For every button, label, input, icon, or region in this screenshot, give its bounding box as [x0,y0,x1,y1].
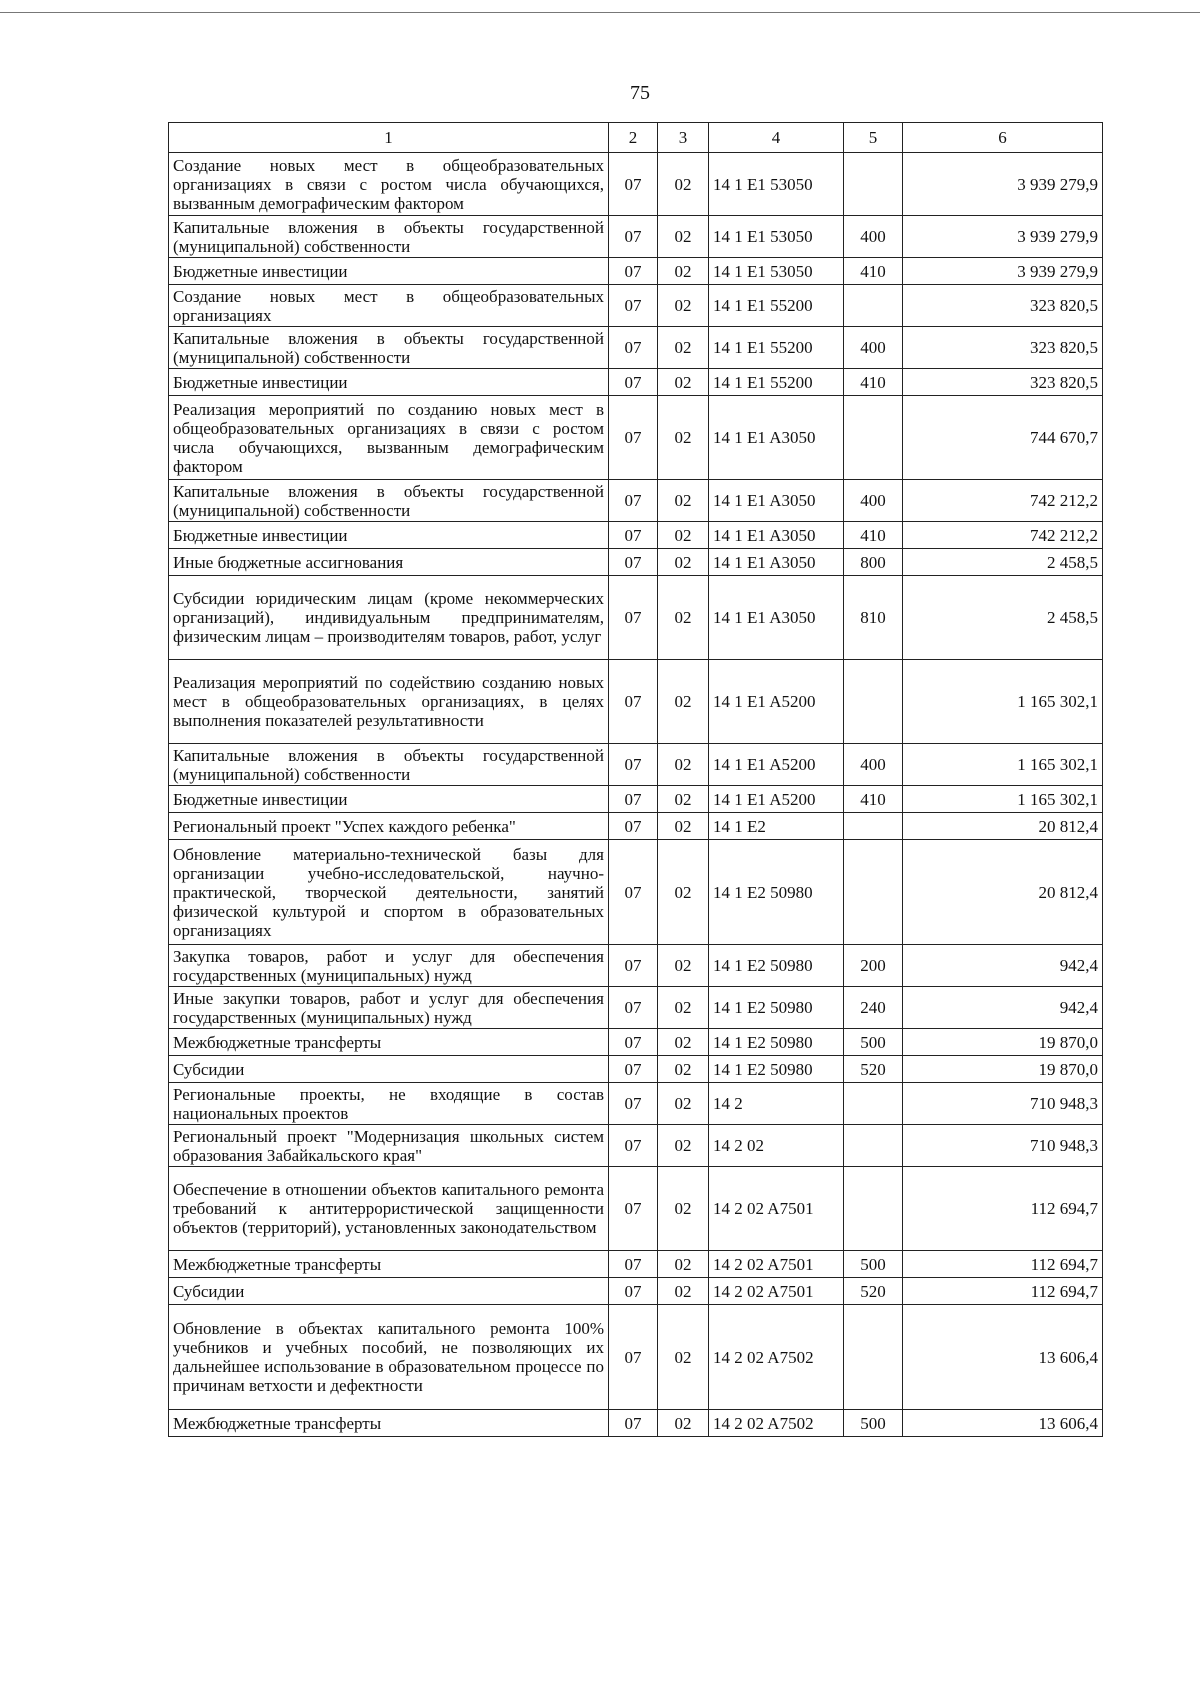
target-article-cell: 14 2 02 [709,1125,844,1167]
top-rule [0,12,1200,13]
expense-type-cell [844,813,903,840]
expense-type-cell: 500 [844,1251,903,1278]
row-name-cell: Создание новых мест в общеобразовательных организациях [169,285,609,327]
target-article-cell: 14 1 E1 53050 [709,258,844,285]
amount-cell: 112 694,7 [903,1167,1103,1251]
target-article-cell: 14 2 [709,1083,844,1125]
row-name-cell: Обновление материально-технической базы для организации учебно-исследовательской, научно-практической, творческой деятельности, занятий физической культурой и спортом в образовательных организациях [169,840,609,945]
row-name-cell: Бюджетные инвестиции [169,369,609,396]
target-article-cell: 14 1 E1 A5200 [709,744,844,786]
target-article-cell: 14 1 E1 A3050 [709,396,844,480]
section-code-cell: 07 [609,1251,658,1278]
target-article-cell: 14 1 E1 53050 [709,153,844,216]
expense-type-cell: 520 [844,1056,903,1083]
expense-type-cell [844,285,903,327]
budget-table [168,122,1103,1437]
amount-cell: 323 820,5 [903,285,1103,327]
table-row [169,1056,1103,1083]
amount-cell: 942,4 [903,987,1103,1029]
row-name-cell: Капитальные вложения в объекты государственной (муниципальной) собственности [169,327,609,369]
row-name-cell: Бюджетные инвестиции [169,258,609,285]
expense-type-cell [844,1167,903,1251]
column-header: 5 [844,123,903,153]
table-row [169,786,1103,813]
table-row [169,1083,1103,1125]
section-code-cell: 07 [609,153,658,216]
amount-cell: 3 939 279,9 [903,153,1103,216]
row-name-cell: Иные закупки товаров, работ и услуг для обеспечения государственных (муниципальных) нужд [169,987,609,1029]
table-row [169,945,1103,987]
expense-type-cell [844,1305,903,1410]
amount-cell: 20 812,4 [903,840,1103,945]
expense-type-cell: 200 [844,945,903,987]
table-row [169,522,1103,549]
subsection-code-cell: 02 [658,1251,709,1278]
expense-type-cell: 410 [844,369,903,396]
expense-type-cell: 410 [844,258,903,285]
subsection-code-cell: 02 [658,369,709,396]
subsection-code-cell: 02 [658,660,709,744]
subsection-code-cell: 02 [658,813,709,840]
expense-type-cell [844,1125,903,1167]
amount-cell: 942,4 [903,945,1103,987]
subsection-code-cell: 02 [658,1125,709,1167]
target-article-cell: 14 1 E1 A3050 [709,576,844,660]
amount-cell: 1 165 302,1 [903,744,1103,786]
amount-cell: 1 165 302,1 [903,786,1103,813]
row-name-cell: Субсидии [169,1056,609,1083]
row-name-cell: Региональный проект "Успех каждого ребенка" [169,813,609,840]
table-row [169,987,1103,1029]
row-name-cell: Капитальные вложения в объекты государственной (муниципальной) собственности [169,480,609,522]
table-row [169,1125,1103,1167]
expense-type-cell: 500 [844,1410,903,1437]
subsection-code-cell: 02 [658,786,709,813]
row-name-cell: Создание новых мест в общеобразовательных организациях в связи с ростом числа обучающихся, вызванным демографическим фактором [169,153,609,216]
amount-cell: 2 458,5 [903,576,1103,660]
target-article-cell: 14 1 E2 50980 [709,987,844,1029]
column-header: 3 [658,123,709,153]
target-article-cell: 14 2 02 A7501 [709,1167,844,1251]
section-code-cell: 07 [609,285,658,327]
table-row [169,1278,1103,1305]
subsection-code-cell: 02 [658,1083,709,1125]
table-row [169,396,1103,480]
row-name-cell: Реализация мероприятий по созданию новых мест в общеобразовательных организациях в связи с ростом числа обучающихся, вызванным демографическим фактором [169,396,609,480]
amount-cell: 19 870,0 [903,1056,1103,1083]
target-article-cell: 14 1 E2 50980 [709,840,844,945]
amount-cell: 323 820,5 [903,369,1103,396]
section-code-cell: 07 [609,480,658,522]
amount-cell: 19 870,0 [903,1029,1103,1056]
subsection-code-cell: 02 [658,744,709,786]
table-row [169,813,1103,840]
section-code-cell: 07 [609,744,658,786]
column-header: 6 [903,123,1103,153]
expense-type-cell: 800 [844,549,903,576]
table-row [169,327,1103,369]
table-row [169,1410,1103,1437]
table-row [169,1167,1103,1251]
section-code-cell: 07 [609,216,658,258]
target-article-cell: 14 1 E1 A5200 [709,660,844,744]
expense-type-cell: 400 [844,480,903,522]
table-row [169,840,1103,945]
expense-type-cell [844,153,903,216]
target-article-cell: 14 1 E1 A3050 [709,522,844,549]
row-name-cell: Закупка товаров, работ и услуг для обеспечения государственных (муниципальных) нужд [169,945,609,987]
table-row [169,576,1103,660]
expense-type-cell: 810 [844,576,903,660]
expense-type-cell: 400 [844,216,903,258]
subsection-code-cell: 02 [658,1029,709,1056]
table-row [169,744,1103,786]
table-row [169,258,1103,285]
row-name-cell: Капитальные вложения в объекты государственной (муниципальной) собственности [169,744,609,786]
section-code-cell: 07 [609,1305,658,1410]
row-name-cell: Межбюджетные трансферты [169,1251,609,1278]
expense-type-cell: 500 [844,1029,903,1056]
subsection-code-cell: 02 [658,522,709,549]
subsection-code-cell: 02 [658,258,709,285]
column-header: 2 [609,123,658,153]
table-row [169,1305,1103,1410]
target-article-cell: 14 1 E2 50980 [709,1056,844,1083]
section-code-cell: 07 [609,813,658,840]
amount-cell: 112 694,7 [903,1251,1103,1278]
section-code-cell: 07 [609,258,658,285]
subsection-code-cell: 02 [658,549,709,576]
subsection-code-cell: 02 [658,1305,709,1410]
section-code-cell: 07 [609,1029,658,1056]
target-article-cell: 14 1 E2 50980 [709,1029,844,1056]
table-row [169,660,1103,744]
section-code-cell: 07 [609,1410,658,1437]
amount-cell: 112 694,7 [903,1278,1103,1305]
table-row [169,549,1103,576]
expense-type-cell: 410 [844,786,903,813]
expense-type-cell [844,1083,903,1125]
subsection-code-cell: 02 [658,1278,709,1305]
expense-type-cell [844,840,903,945]
subsection-code-cell: 02 [658,216,709,258]
amount-cell: 13 606,4 [903,1410,1103,1437]
target-article-cell: 14 1 E1 55200 [709,369,844,396]
subsection-code-cell: 02 [658,987,709,1029]
expense-type-cell [844,660,903,744]
target-article-cell: 14 1 E1 A5200 [709,786,844,813]
table-row [169,480,1103,522]
section-code-cell: 07 [609,369,658,396]
target-article-cell: 14 1 E1 53050 [709,216,844,258]
subsection-code-cell: 02 [658,1167,709,1251]
subsection-code-cell: 02 [658,480,709,522]
target-article-cell: 14 1 E1 55200 [709,327,844,369]
subsection-code-cell: 02 [658,153,709,216]
target-article-cell: 14 2 02 A7501 [709,1278,844,1305]
table-row [169,1251,1103,1278]
page-number: 75 [630,82,650,104]
target-article-cell: 14 2 02 A7502 [709,1305,844,1410]
subsection-code-cell: 02 [658,1056,709,1083]
subsection-code-cell: 02 [658,396,709,480]
subsection-code-cell: 02 [658,327,709,369]
expense-type-cell: 400 [844,327,903,369]
target-article-cell: 14 2 02 A7502 [709,1410,844,1437]
section-code-cell: 07 [609,576,658,660]
table-row [169,285,1103,327]
section-code-cell: 07 [609,1056,658,1083]
row-name-cell: Региональные проекты, не входящие в состав национальных проектов [169,1083,609,1125]
row-name-cell: Субсидии юридическим лицам (кроме некоммерческих организаций), индивидуальным предпринимателям, физическим лицам – производителям товаров, работ, услуг [169,576,609,660]
section-code-cell: 07 [609,522,658,549]
section-code-cell: 07 [609,1125,658,1167]
section-code-cell: 07 [609,396,658,480]
amount-cell: 20 812,4 [903,813,1103,840]
section-code-cell: 07 [609,660,658,744]
table-row [169,153,1103,216]
amount-cell: 3 939 279,9 [903,216,1103,258]
amount-cell: 744 670,7 [903,396,1103,480]
section-code-cell: 07 [609,987,658,1029]
row-name-cell: Региональный проект "Модернизация школьных систем образования Забайкальского края" [169,1125,609,1167]
row-name-cell: Обновление в объектах капитального ремонта 100% учебников и учебных пособий, не позволяющих их дальнейшее использование в образовательном процессе по причинам ветхости и дефектности [169,1305,609,1410]
table-row [169,216,1103,258]
row-name-cell: Реализация мероприятий по содействию созданию новых мест в общеобразовательных организациях, в целях выполнения показателей результативности [169,660,609,744]
amount-cell: 323 820,5 [903,327,1103,369]
target-article-cell: 14 1 E1 55200 [709,285,844,327]
column-header: 4 [709,123,844,153]
section-code-cell: 07 [609,786,658,813]
header-row [169,123,1103,153]
amount-cell: 710 948,3 [903,1083,1103,1125]
subsection-code-cell: 02 [658,945,709,987]
row-name-cell: Бюджетные инвестиции [169,522,609,549]
expense-type-cell: 400 [844,744,903,786]
target-article-cell: 14 1 E2 [709,813,844,840]
section-code-cell: 07 [609,549,658,576]
amount-cell: 742 212,2 [903,522,1103,549]
amount-cell: 742 212,2 [903,480,1103,522]
section-code-cell: 07 [609,1167,658,1251]
section-code-cell: 07 [609,1278,658,1305]
section-code-cell: 07 [609,327,658,369]
subsection-code-cell: 02 [658,840,709,945]
row-name-cell: Обеспечение в отношении объектов капитального ремонта требований к антитеррористической защищенности объектов (территорий), установленных законодательством [169,1167,609,1251]
target-article-cell: 14 1 E2 50980 [709,945,844,987]
amount-cell: 710 948,3 [903,1125,1103,1167]
table-row [169,1029,1103,1056]
section-code-cell: 07 [609,1083,658,1125]
subsection-code-cell: 02 [658,1410,709,1437]
row-name-cell: Иные бюджетные ассигнования [169,549,609,576]
subsection-code-cell: 02 [658,285,709,327]
target-article-cell: 14 1 E1 A3050 [709,549,844,576]
amount-cell: 1 165 302,1 [903,660,1103,744]
section-code-cell: 07 [609,840,658,945]
expense-type-cell [844,396,903,480]
subsection-code-cell: 02 [658,576,709,660]
table-body [169,153,1103,1437]
row-name-cell: Субсидии [169,1278,609,1305]
section-code-cell: 07 [609,945,658,987]
amount-cell: 2 458,5 [903,549,1103,576]
target-article-cell: 14 2 02 A7501 [709,1251,844,1278]
expense-type-cell: 520 [844,1278,903,1305]
row-name-cell: Бюджетные инвестиции [169,786,609,813]
expense-type-cell: 410 [844,522,903,549]
target-article-cell: 14 1 E1 A3050 [709,480,844,522]
amount-cell: 13 606,4 [903,1305,1103,1410]
row-name-cell: Капитальные вложения в объекты государственной (муниципальной) собственности [169,216,609,258]
row-name-cell: Межбюджетные трансферты [169,1410,609,1437]
table-row [169,369,1103,396]
amount-cell: 3 939 279,9 [903,258,1103,285]
expense-type-cell: 240 [844,987,903,1029]
row-name-cell: Межбюджетные трансферты [169,1029,609,1056]
column-header: 1 [169,123,609,153]
